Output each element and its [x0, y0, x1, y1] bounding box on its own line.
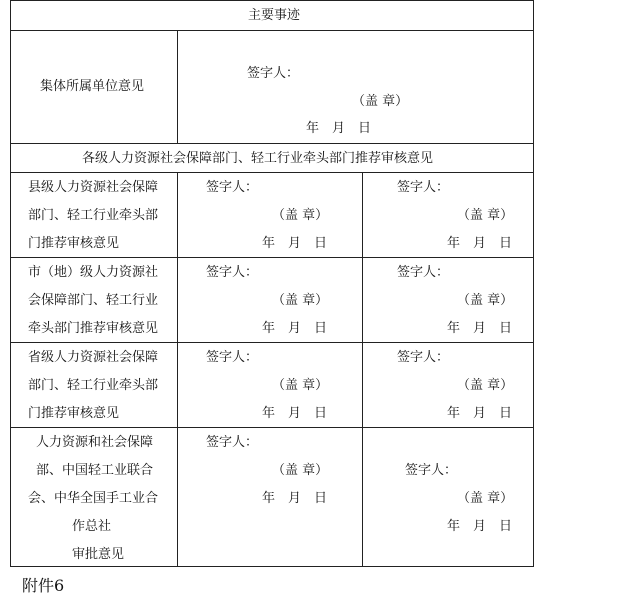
- province-opinion-label: 省级人力资源社会保障: [28, 350, 159, 365]
- county-right-date: 年 月 日: [447, 236, 513, 251]
- ministry-right-date: 年 月 日: [447, 519, 513, 534]
- county-left-seal: （盖 章）: [272, 208, 329, 223]
- province-left-signer: 签字人：: [206, 350, 259, 365]
- city-left-date: 年 月 日: [262, 321, 328, 336]
- table-rule: [10, 30, 534, 31]
- ministry-left-date: 年 月 日: [262, 491, 328, 506]
- table-rule: [10, 257, 534, 258]
- city-opinion-label: 牵头部门推荐审核意见: [28, 321, 159, 336]
- city-opinion-label: 会保障部门、轻工行业: [28, 293, 159, 308]
- ministry-opinion-label: 作总社: [72, 519, 112, 534]
- ministry-right-signer: 签字人：: [405, 463, 458, 478]
- table-rule: [10, 427, 534, 428]
- county-left-signer: 签字人：: [206, 180, 259, 195]
- table-border-bottom: [10, 566, 534, 567]
- county-opinion-label: 部门、轻工行业牵头部: [28, 208, 159, 223]
- county-opinion-label: 县级人力资源社会保障: [28, 180, 159, 195]
- section-title: 各级人力资源社会保障部门、轻工行业牵头部门推荐审核意见: [82, 151, 434, 166]
- table-border-left: [10, 0, 11, 567]
- collective-date-label: 年 月 日: [306, 121, 372, 136]
- city-opinion-label: 市（地）级人力资源社: [28, 265, 159, 280]
- province-right-seal: （盖 章）: [457, 378, 514, 393]
- main-deeds-title: 主要事迹: [248, 8, 301, 23]
- ministry-opinion-label: 部、中国轻工业联合: [36, 463, 154, 478]
- province-right-date: 年 月 日: [447, 406, 513, 421]
- ministry-right-seal: （盖 章）: [457, 491, 514, 506]
- county-right-signer: 签字人：: [397, 180, 450, 195]
- table-rule: [10, 342, 534, 343]
- collective-opinion-label: 集体所属单位意见: [40, 79, 145, 94]
- province-left-date: 年 月 日: [262, 406, 328, 421]
- city-right-signer: 签字人：: [397, 265, 450, 280]
- attachment-label: 附件6: [22, 576, 65, 595]
- recommendation-form-table: [10, 0, 534, 567]
- table-column-rule: [177, 30, 178, 143]
- city-left-signer: 签字人：: [206, 265, 259, 280]
- city-left-seal: （盖 章）: [272, 293, 329, 308]
- ministry-left-signer: 签字人：: [206, 435, 259, 450]
- table-border-top: [10, 0, 534, 1]
- province-right-signer: 签字人：: [397, 350, 450, 365]
- city-right-seal: （盖 章）: [457, 293, 514, 308]
- ministry-left-seal: （盖 章）: [272, 463, 329, 478]
- collective-seal-label: （盖 章）: [352, 94, 409, 109]
- table-rule: [10, 143, 534, 144]
- province-left-seal: （盖 章）: [272, 378, 329, 393]
- ministry-opinion-label: 审批意见: [72, 547, 125, 562]
- table-rule: [10, 172, 534, 173]
- ministry-opinion-label: 会、中华全国手工业合: [28, 491, 159, 506]
- province-opinion-label: 门推荐审核意见: [28, 406, 120, 421]
- province-opinion-label: 部门、轻工行业牵头部: [28, 378, 159, 393]
- table-border-right: [533, 0, 534, 567]
- table-column-rule: [362, 172, 363, 567]
- table-column-rule: [177, 172, 178, 567]
- county-opinion-label: 门推荐审核意见: [28, 236, 120, 251]
- ministry-opinion-label: 人力资源和社会保障: [36, 435, 154, 450]
- county-right-seal: （盖 章）: [457, 208, 514, 223]
- collective-signer-label: 签字人：: [247, 66, 300, 81]
- city-right-date: 年 月 日: [447, 321, 513, 336]
- county-left-date: 年 月 日: [262, 236, 328, 251]
